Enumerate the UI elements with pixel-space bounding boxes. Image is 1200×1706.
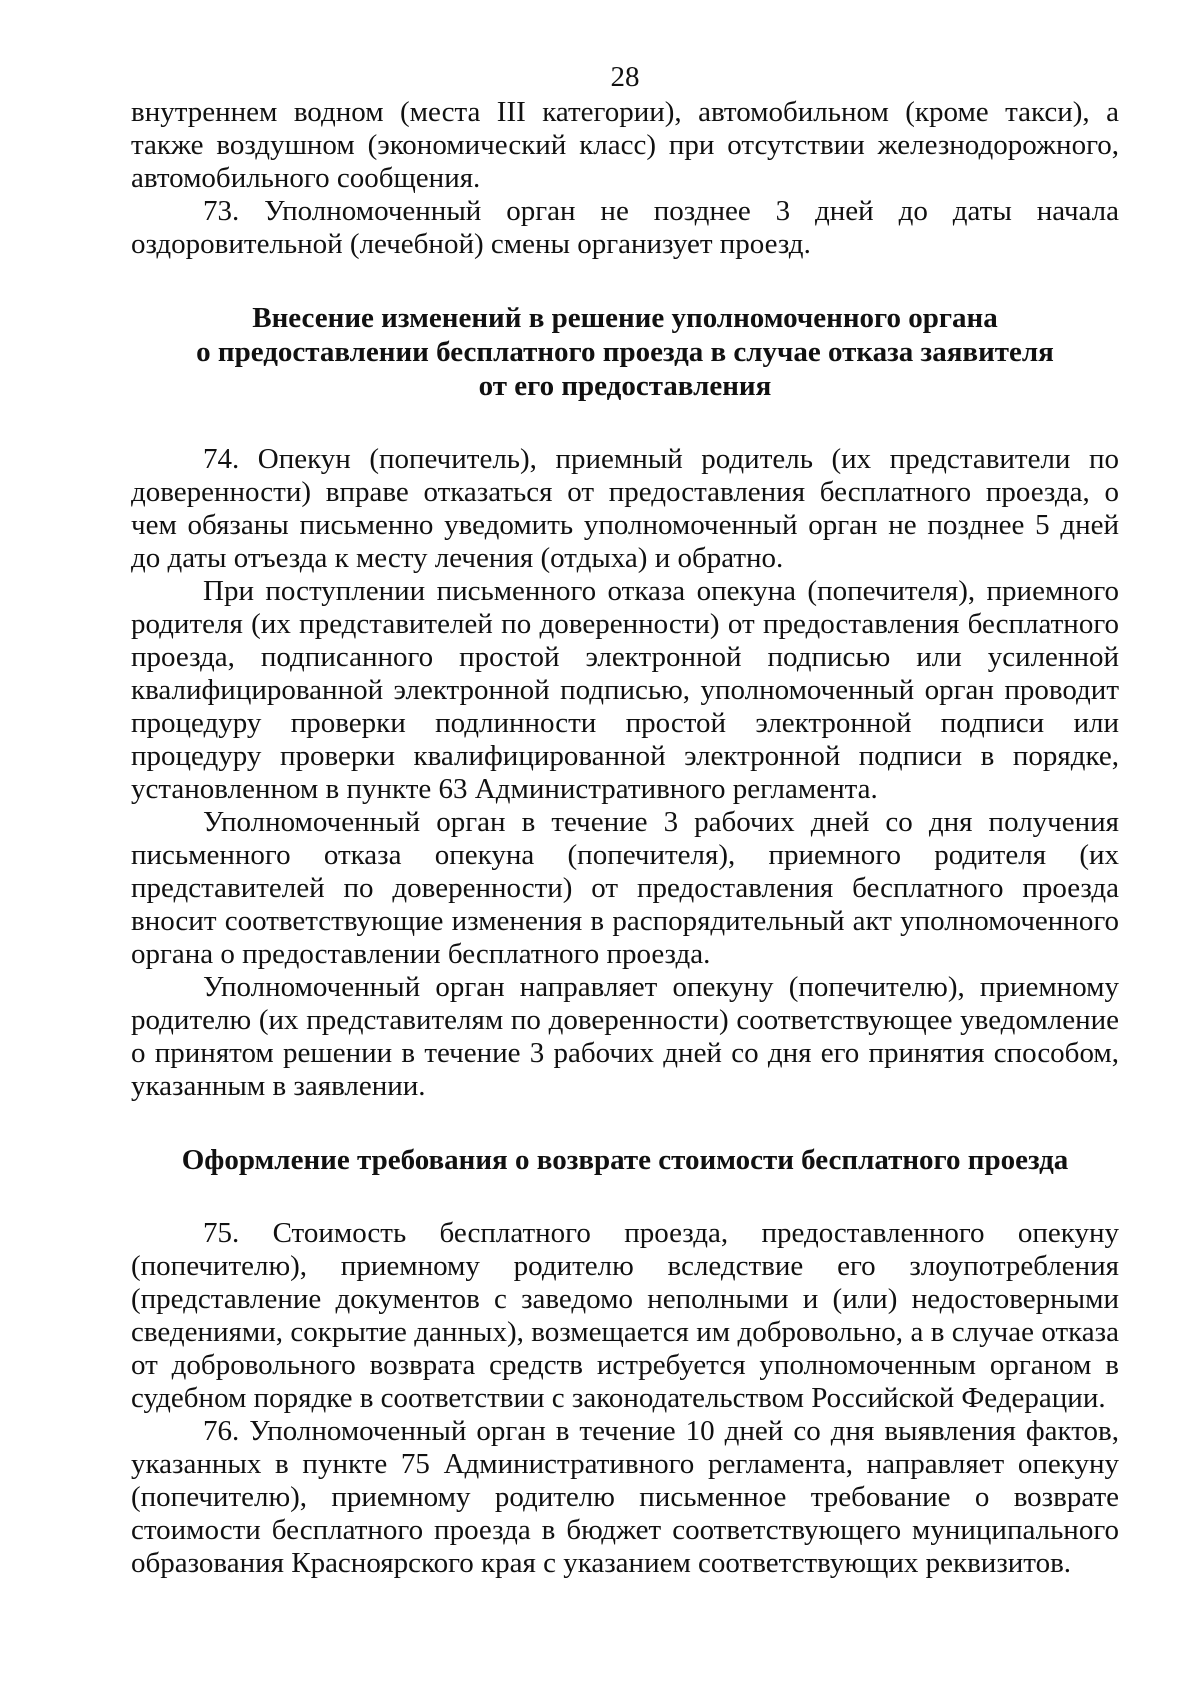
section-1-heading-line: о предоставлении бесплатного проезда в случае отказа заявителя [196, 336, 1054, 368]
item-73-paragraph: 73. Уполномоченный орган не позднее 3 дней до даты начала оздоровительной (лечебной) смены организует проезд. [131, 195, 1119, 260]
section-2-heading-line: Оформление требования о возврате стоимости бесплатного проезда [181, 1144, 1069, 1176]
section-1-paragraph: Уполномоченный орган в течение 3 рабочих дней со дня получения письменного отказа опекуна (попечителя), приемного родителя (их представителей по доверенности) от предоставления бесплатного проезда вносит соответствующие изменения в распорядительный акт уполномоченного органа о предоставлении бесплатного проезда. [131, 806, 1119, 970]
section-1-heading [131, 301, 1119, 403]
section-2-heading [131, 1143, 1119, 1177]
section-1-paragraph: При поступлении письменного отказа опекуна (попечителя), приемного родителя (их представителей по доверенности) от предоставления бесплатного проезда, подписанного простой электронной подписью или усиленной квалифицированной электронной подписью, уполномоченный орган проводит процедуру проверки подлинности простой электронной подписи или процедуру проверки квалифицированной электронной подписи в порядке, установленном в пункте 63 Административного регламента. [131, 575, 1119, 805]
item-75-paragraph: 75. Стоимость бесплатного проезда, предоставленного опекуну (попечителю), приемному родителю вследствие его злоупотребления (представление документов с заведомо неполными и (или) недостоверными сведениями, сокрытие данных), возмещается им добровольно, а в случае отказа от добровольного возврата средств истребуется уполномоченным органом в судебном порядке в соответствии с законодательством Российской Федерации. [131, 1217, 1119, 1414]
section-1-heading-line: Внесение изменений в решение уполномоченного органа [252, 302, 998, 334]
page-number: 28 [610, 61, 640, 93]
section-1-paragraph: Уполномоченный орган направляет опекуну (попечителю), приемному родителю (их представителям по доверенности) соответствующее уведомление о принятом решении в течение 3 рабочих дней со дня его принятия способом, указанным в заявлении. [131, 971, 1119, 1102]
item-76-paragraph: 76. Уполномоченный орган в течение 10 дней со дня выявления фактов, указанных в пункте 75 Административного регламента, направляет опекуну (попечителю), приемному родителю письменное требование о возврате стоимости бесплатного проезда в бюджет соответствующего муниципального образования Красноярского края с указанием соответствующих реквизитов. [131, 1415, 1119, 1579]
intro-continuation-paragraph: внутреннем водном (места III категории), автомобильном (кроме такси), а также воздушном (экономический класс) при отсутствии железнодорожного, автомобильного сообщения. [131, 96, 1119, 194]
section-1-heading-line: от его предоставления [478, 370, 772, 402]
item-74-paragraph: 74. Опекун (попечитель), приемный родитель (их представители по доверенности) вправе отказаться от предоставления бесплатного проезда, о чем обязаны письменно уведомить уполномоченный орган не позднее 5 дней до даты отъезда к месту лечения (отдыха) и обратно. [131, 443, 1119, 574]
document-page [131, 60, 1119, 1580]
